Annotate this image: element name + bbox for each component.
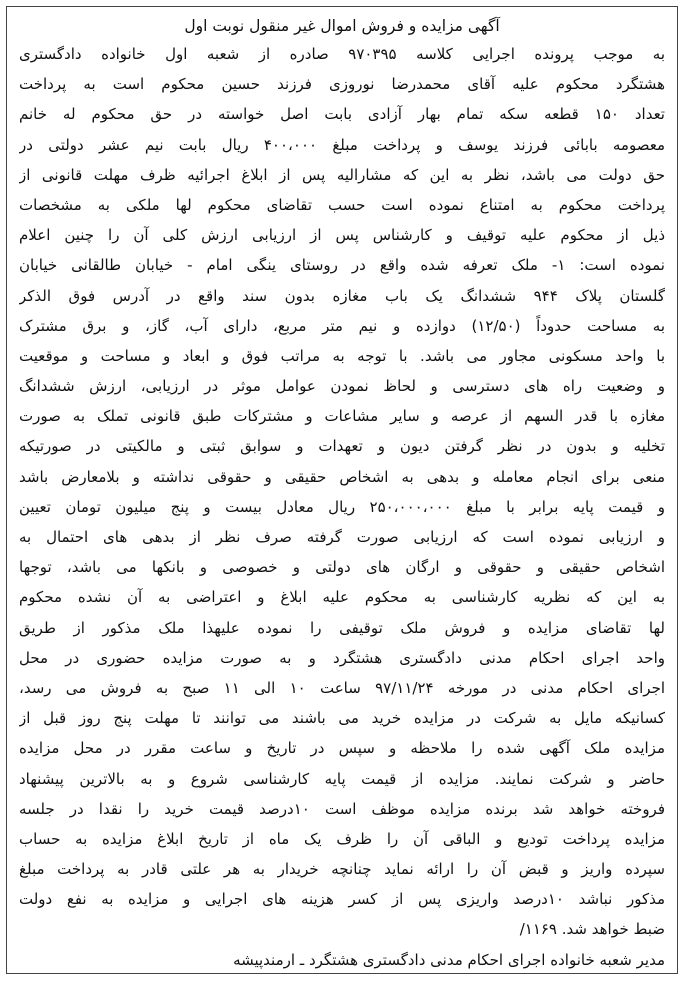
body-line: اجرای احکام مدنی در مورخه ۹۷/۱۱/۲۴ ساعت ۱۰ الی ۱۱ صبح به فروش می رسد،	[19, 678, 665, 697]
body-line: مزایده ملک آگهی شده را ملاحظه و سپس در تاریخ و ساعت مقرر در محل مزایده	[19, 739, 665, 758]
notice-title: آگهی مزایده و فروش اموال غیر منقول نوبت اول	[184, 17, 500, 35]
body-line: مذکور نباشد ۱۰درصد واریزی پس از کسر هزینه های اجرایی و مزایده به نفع دولت	[19, 890, 665, 909]
body-line: ذیل از محکوم علیه توقیف و کارشناس پس از ارزیابی ارزش کلی آن را چنین اعلام	[19, 226, 665, 245]
body-line: کسانیکه مایل به شرکت در مزایده خرید می باشند می توانند تا مهلت پنج روز قبل از	[19, 709, 665, 728]
body-line: مزایده پرداخت تودیع و الباقی آن را ظرف یک ماه از تاریخ ابلاغ مزایده به حساب	[19, 829, 665, 848]
body-line: منعی برای انجام معامله و بدهی به اشخاص حقیقی و حقوقی نداشته و بلامعارض باشد	[19, 467, 665, 486]
body-line: به این که نظریه کارشناسی به محکوم علیه ابلاغ و اعتراضی به آن نشده محکوم	[19, 588, 665, 607]
body-line: تخلیه و بدون در نظر گرفتن دیون و تعهدات و سوابق ثبتی و مالکیتی در صورتیکه	[19, 437, 665, 456]
body-line: و ارزیابی نموده است که ارزیابی صورت گرفته صرف نظر از بدهی های احتمال به	[19, 528, 665, 546]
body-line: تعداد ۱۵۰ قطعه سکه تمام بهار آزادی بابت اصل خواسته در حق محکوم له خانم	[19, 105, 665, 124]
body-line: به مساحت حدوداً (۱۲/۵۰) دوازده و نیم متر مربع، دارای آب، گاز، و برق مشترک	[19, 316, 665, 335]
notice-body	[19, 39, 665, 945]
body-line: با واحد مسکونی مجاور می باشد. با توجه به مراتب فوق و ابعاد و مساحت و موقعیت	[19, 346, 665, 365]
body-line: و وضعیت راه های دسترسی و لحاظ نمودن عوامل موثر در ارزیابی، ارزش ششدانگ	[19, 377, 665, 396]
body-line: لها تقاضای مزایده و فروش ملک توقیفی را نموده علیهذا ملک مذکور از طریق	[19, 618, 665, 637]
body-line: سپرده واریز و قبض آن را ارائه نماید چنانچه خریدار به هر علتی قادر به پرداخت مبلغ	[19, 860, 665, 879]
body-line: و قیمت پایه برابر با مبلغ ۲۵۰،۰۰۰،۰۰۰ ریال معادل بیست و پنج میلیون تومان تعیین	[19, 497, 665, 516]
body-line: اشخاص حقیقی و حقوقی و ارگان های دولتی و خصوصی و بانکها می باشد، توجها	[19, 558, 665, 577]
body-line: هشتگرد محکوم علیه آقای محمدرضا نوروزی فرزند حسین محکوم است به پرداخت	[19, 75, 665, 94]
body-line: مغازه با قدر السهم از عرصه و سایر مشاعات و مشترکات طبق قانونی تملک به صورت	[19, 407, 665, 426]
body-line: پرداخت محکوم به امتناع نموده است حسب تقاضای محکوم لها ملکی به مشخصات	[19, 195, 665, 214]
body-line: معصومه بابائی فرزند یوسف و پرداخت مبلغ ۴۰۰،۰۰۰ ریال بابت نیم عشر دولتی در	[19, 135, 665, 154]
body-line: ضبط خواهد شد. ۱۱۶۹/	[519, 920, 665, 939]
notice-box	[6, 6, 678, 974]
body-line: نموده است: ۱- ملک تعرفه شده واقع در روستای ینگی امام - خیابان طالقانی خیابان	[19, 256, 665, 275]
body-line: به موجب پرونده اجرایی کلاسه ۹۷۰۳۹۵ صادره از شعبه اول خانواده دادگستری	[19, 45, 665, 63]
body-line: گلستان پلاک ۹۴۴ ششدانگ یک باب مغازه بدون سند واقع در آدرس فوق الذکر	[19, 286, 665, 305]
body-line: حق دولت می باشد، نظر به این که مشارالیه پس از ابلاغ اجرائیه ظرف مهلت قانونی از	[19, 165, 665, 184]
body-line: واحد اجرای احکام مدنی دادگستری هشتگرد و به صورت مزایده حضوری در محل	[19, 648, 665, 667]
body-line: فروخته خواهد شد برنده مزایده موظف است ۱۰درصد قیمت خرید را نقدا در جلسه	[19, 799, 665, 818]
signature-line: مدیر شعبه خانواده اجرای احکام مدنی دادگستری هشتگرد ـ ارمندپیشه	[233, 950, 665, 969]
body-line: حاضر و شرکت نمایند. مزایده از قیمت پایه کارشناسی شروع و به بالاترین پیشنهاد	[19, 769, 665, 788]
